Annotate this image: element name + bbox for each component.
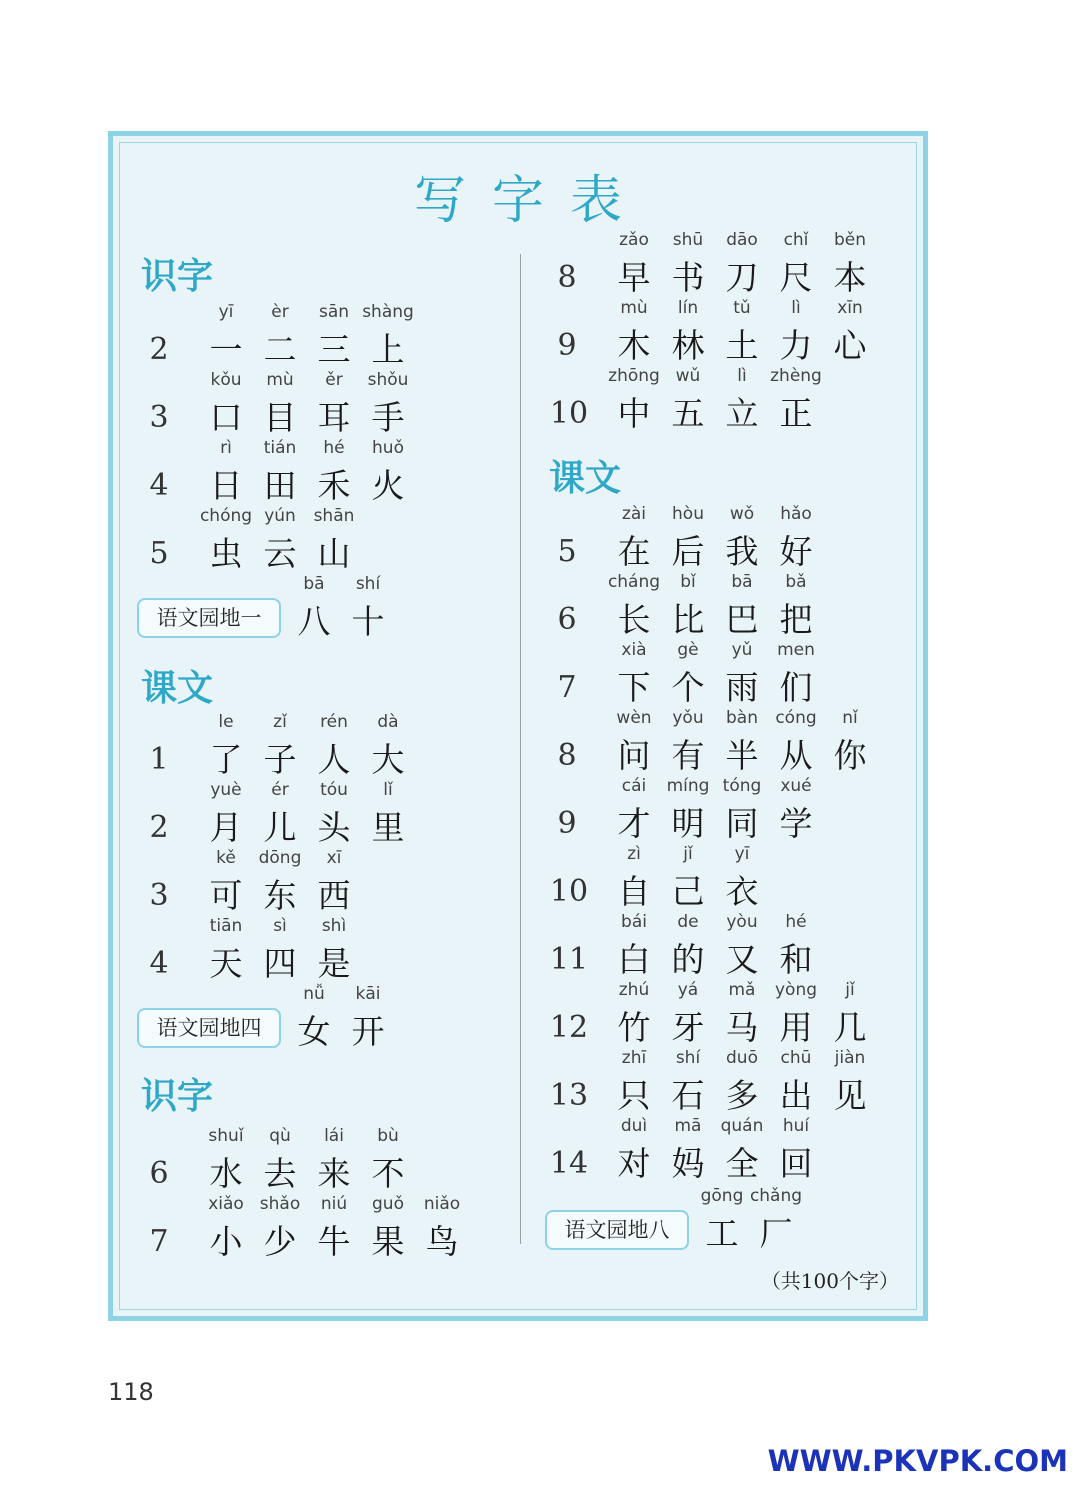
hanzi: 比 — [671, 600, 705, 639]
hanzi: 力 — [779, 326, 813, 365]
hanzi: 们 — [779, 668, 813, 707]
pinyin: shuǐ — [208, 1126, 244, 1146]
pinyin: wǔ — [675, 366, 701, 386]
lesson-row — [137, 370, 517, 438]
pinyin: xué — [780, 776, 812, 796]
hanzi: 自 — [617, 872, 651, 911]
hanzi: 又 — [725, 940, 759, 979]
pinyin: chǐ — [783, 230, 809, 250]
hanzi: 多 — [725, 1076, 759, 1115]
pinyin: tiān — [209, 916, 243, 936]
pinyin: shí — [675, 1048, 701, 1068]
pinyin: yòu — [726, 912, 758, 932]
hanzi: 厂 — [759, 1214, 793, 1253]
pinyin: cóng — [775, 708, 817, 728]
garden-row — [137, 574, 517, 642]
hanzi: 里 — [371, 808, 405, 847]
lesson-row — [137, 1194, 517, 1262]
character-cell — [769, 640, 823, 708]
character-cell — [361, 780, 415, 848]
character-cell — [341, 574, 395, 642]
hanzi: 雨 — [725, 668, 759, 707]
hanzi: 才 — [617, 804, 651, 843]
hanzi: 下 — [617, 668, 651, 707]
lesson-row — [545, 640, 925, 708]
hanzi: 后 — [671, 532, 705, 571]
lesson-row — [545, 708, 925, 776]
hanzi: 林 — [671, 326, 705, 365]
lesson-number: 7 — [149, 1224, 169, 1259]
hanzi: 白 — [617, 940, 651, 979]
pinyin: lín — [677, 298, 699, 318]
pinyin: dà — [377, 712, 399, 732]
hanzi: 牙 — [671, 1008, 705, 1047]
character-cell — [361, 438, 415, 506]
lesson-row — [137, 916, 517, 984]
pinyin: bā — [303, 574, 325, 594]
pinyin: chóng — [199, 506, 253, 526]
pinyin: zhī — [621, 1048, 647, 1068]
pinyin: xià — [621, 640, 647, 660]
garden-label: 语文园地四 — [137, 1008, 281, 1048]
hanzi: 天 — [209, 944, 243, 983]
hanzi: 儿 — [263, 808, 297, 847]
pinyin: jiàn — [834, 1048, 866, 1068]
pinyin: shān — [313, 506, 355, 526]
hanzi: 了 — [209, 740, 243, 779]
pinyin: hòu — [672, 504, 704, 524]
hanzi: 西 — [317, 876, 351, 915]
page-number: 118 — [108, 1378, 154, 1406]
hanzi: 巴 — [725, 600, 759, 639]
character-cell — [341, 984, 395, 1052]
lesson-row — [545, 230, 925, 298]
hanzi: 禾 — [317, 466, 351, 505]
lesson-row — [545, 298, 925, 366]
hanzi: 好 — [779, 532, 813, 571]
pinyin: niú — [320, 1194, 348, 1214]
section-heading: 识字 — [141, 256, 214, 297]
section-heading: 课文 — [549, 458, 622, 499]
pinyin: zhú — [618, 980, 650, 1000]
pinyin: yī — [218, 302, 234, 322]
hanzi: 的 — [671, 940, 705, 979]
character-cell — [769, 366, 823, 434]
section-heading: 课文 — [141, 668, 214, 709]
lesson-number: 14 — [549, 1146, 589, 1181]
hanzi: 是 — [317, 944, 351, 983]
pinyin: rì — [220, 438, 232, 458]
character-cell — [823, 298, 877, 366]
character-cell — [769, 504, 823, 572]
hanzi: 工 — [705, 1214, 739, 1253]
hanzi: 几 — [833, 1008, 867, 1047]
hanzi: 三 — [317, 330, 351, 369]
hanzi: 和 — [779, 940, 813, 979]
pinyin: chǎng — [749, 1186, 803, 1206]
character-cell — [307, 848, 361, 916]
hanzi: 人 — [317, 740, 351, 779]
character-cell — [769, 1116, 823, 1184]
pinyin: nǐ — [842, 708, 858, 728]
pinyin: tǔ — [733, 298, 751, 318]
pinyin: mù — [266, 370, 294, 390]
hanzi: 五 — [671, 394, 705, 433]
character-cell — [749, 1186, 803, 1254]
hanzi: 去 — [263, 1154, 297, 1193]
pinyin: bā — [731, 572, 753, 592]
hanzi: 对 — [617, 1144, 651, 1183]
pinyin: míng — [666, 776, 710, 796]
pinyin: hǎo — [780, 504, 812, 524]
hanzi: 月 — [209, 808, 243, 847]
lesson-number: 4 — [149, 468, 169, 503]
hanzi: 田 — [263, 466, 297, 505]
pinyin: yǔ — [731, 640, 753, 660]
lesson-number: 10 — [549, 874, 589, 909]
pinyin: shí — [355, 574, 381, 594]
hanzi: 把 — [779, 600, 813, 639]
hanzi: 从 — [779, 736, 813, 775]
pinyin: de — [677, 912, 699, 932]
pinyin: lǐ — [383, 780, 393, 800]
hanzi: 目 — [263, 398, 297, 437]
hanzi: 东 — [263, 876, 297, 915]
pinyin: huǒ — [372, 438, 404, 458]
hanzi: 马 — [725, 1008, 759, 1047]
hanzi: 一 — [209, 330, 243, 369]
pinyin: bàn — [726, 708, 758, 728]
lesson-row — [545, 776, 925, 844]
lesson-row — [137, 848, 517, 916]
lesson-row — [545, 1048, 925, 1116]
hanzi: 刀 — [725, 258, 759, 297]
lesson-number: 2 — [149, 810, 169, 845]
hanzi: 女 — [297, 1012, 331, 1051]
hanzi: 正 — [779, 394, 813, 433]
hanzi: 土 — [725, 326, 759, 365]
pinyin: yá — [677, 980, 699, 1000]
pinyin: dāo — [726, 230, 758, 250]
garden-label: 语文园地一 — [137, 598, 281, 638]
hanzi: 虫 — [209, 534, 243, 573]
lesson-number: 12 — [549, 1010, 589, 1045]
lesson-number: 6 — [149, 1156, 169, 1191]
pinyin: bǎ — [785, 572, 807, 592]
lesson-number: 5 — [557, 534, 577, 569]
hanzi: 回 — [779, 1144, 813, 1183]
pinyin: xī — [326, 848, 342, 868]
lesson-number: 11 — [549, 942, 589, 977]
lesson-row — [545, 572, 925, 640]
garden-label: 语文园地八 — [545, 1210, 689, 1250]
hanzi: 在 — [617, 532, 651, 571]
pinyin: mā — [674, 1116, 702, 1136]
garden-row — [545, 1186, 925, 1254]
hanzi: 妈 — [671, 1144, 705, 1183]
watermark: WWW.PKVPK.COM — [767, 1444, 1068, 1478]
hanzi: 木 — [617, 326, 651, 365]
lesson-number: 8 — [557, 260, 577, 295]
pinyin: yòng — [774, 980, 818, 1000]
lesson-row — [545, 980, 925, 1048]
pinyin: zì — [627, 844, 641, 864]
hanzi: 耳 — [317, 398, 351, 437]
pinyin: sān — [318, 302, 350, 322]
pinyin: wǒ — [729, 504, 755, 524]
hanzi: 手 — [371, 398, 405, 437]
pinyin: wèn — [616, 708, 652, 728]
hanzi: 立 — [725, 394, 759, 433]
hanzi: 同 — [725, 804, 759, 843]
pinyin: běn — [833, 230, 867, 250]
section-heading: 识字 — [141, 1076, 214, 1117]
character-cell — [307, 506, 361, 574]
hanzi: 半 — [725, 736, 759, 775]
pinyin: nǚ — [303, 984, 325, 1004]
pinyin: bái — [621, 912, 647, 932]
hanzi: 竹 — [617, 1008, 651, 1047]
pinyin: guǒ — [372, 1194, 404, 1214]
pinyin: niǎo — [423, 1194, 461, 1214]
pinyin: hé — [323, 438, 345, 458]
pinyin: zǐ — [273, 712, 287, 732]
hanzi: 日 — [209, 466, 243, 505]
pinyin: mù — [620, 298, 648, 318]
pinyin: bǐ — [680, 572, 696, 592]
hanzi: 大 — [371, 740, 405, 779]
hanzi: 水 — [209, 1154, 243, 1193]
hanzi: 见 — [833, 1076, 867, 1115]
hanzi: 八 — [297, 602, 331, 641]
character-cell — [769, 572, 823, 640]
pinyin: duì — [620, 1116, 648, 1136]
pinyin: yǒu — [672, 708, 704, 728]
hanzi: 可 — [209, 876, 243, 915]
hanzi: 不 — [371, 1154, 405, 1193]
character-cell — [823, 230, 877, 298]
hanzi: 心 — [833, 326, 867, 365]
hanzi: 出 — [779, 1076, 813, 1115]
hanzi: 云 — [263, 534, 297, 573]
hanzi: 书 — [671, 258, 705, 297]
pinyin: rén — [320, 712, 348, 732]
pinyin: sì — [273, 916, 287, 936]
character-cell — [823, 1048, 877, 1116]
hanzi: 开 — [351, 1012, 385, 1051]
pinyin: shǒu — [367, 370, 409, 390]
character-total: （共100个字） — [760, 1269, 899, 1293]
hanzi: 本 — [833, 258, 867, 297]
hanzi: 长 — [617, 600, 651, 639]
lesson-number: 3 — [149, 878, 169, 913]
character-cell — [361, 712, 415, 780]
hanzi: 你 — [833, 736, 867, 775]
character-cell — [415, 1194, 469, 1262]
pinyin: chū — [780, 1048, 812, 1068]
character-cell — [823, 980, 877, 1048]
lesson-number: 3 — [149, 400, 169, 435]
hanzi: 鸟 — [425, 1222, 459, 1261]
pinyin: le — [218, 712, 234, 732]
hanzi: 个 — [671, 668, 705, 707]
lesson-row — [137, 506, 517, 574]
lesson-row — [137, 438, 517, 506]
lesson-number: 5 — [149, 536, 169, 571]
lesson-row — [137, 712, 517, 780]
lesson-number: 2 — [149, 332, 169, 367]
pinyin: dōng — [258, 848, 302, 868]
pinyin: lì — [791, 298, 801, 318]
hanzi: 问 — [617, 736, 651, 775]
hanzi: 早 — [617, 258, 651, 297]
lesson-row — [545, 844, 925, 912]
pinyin: men — [777, 640, 815, 660]
pinyin: jǐ — [683, 844, 693, 864]
pinyin: lái — [324, 1126, 344, 1146]
character-cell — [715, 844, 769, 912]
hanzi: 用 — [779, 1008, 813, 1047]
pinyin: yún — [264, 506, 296, 526]
garden-row — [137, 984, 517, 1052]
character-cell — [823, 708, 877, 776]
lesson-number: 4 — [149, 946, 169, 981]
character-cell — [361, 1126, 415, 1194]
hanzi: 十 — [351, 602, 385, 641]
pinyin: cháng — [607, 572, 661, 592]
pinyin: jǐ — [845, 980, 855, 1000]
pinyin: huí — [782, 1116, 810, 1136]
pinyin: quán — [720, 1116, 764, 1136]
pinyin: shì — [321, 916, 347, 936]
hanzi: 己 — [671, 872, 705, 911]
hanzi: 子 — [263, 740, 297, 779]
character-cell — [769, 912, 823, 980]
hanzi: 有 — [671, 736, 705, 775]
pinyin: gōng — [700, 1186, 744, 1206]
lesson-number: 10 — [549, 396, 589, 431]
hanzi: 少 — [263, 1222, 297, 1261]
hanzi: 学 — [779, 804, 813, 843]
hanzi: 口 — [209, 398, 243, 437]
pinyin: zài — [621, 504, 647, 524]
word-table-frame — [108, 131, 928, 1321]
pinyin: bù — [377, 1126, 399, 1146]
pinyin: èr — [271, 302, 289, 322]
hanzi: 来 — [317, 1154, 351, 1193]
lesson-row — [137, 302, 517, 370]
pinyin: cái — [621, 776, 647, 796]
pinyin: shū — [672, 230, 704, 250]
hanzi: 果 — [371, 1222, 405, 1261]
lesson-number: 8 — [557, 738, 577, 773]
hanzi: 山 — [317, 534, 351, 573]
pinyin: shǎo — [259, 1194, 301, 1214]
pinyin: ěr — [325, 370, 343, 390]
pinyin: ér — [271, 780, 289, 800]
pinyin: lì — [737, 366, 747, 386]
page-title: 写字表 — [413, 171, 648, 231]
hanzi: 二 — [263, 330, 297, 369]
pinyin: tián — [263, 438, 297, 458]
hanzi: 上 — [371, 330, 405, 369]
pinyin: xīn — [837, 298, 863, 318]
lesson-number: 1 — [149, 742, 169, 777]
pinyin: zǎo — [619, 230, 649, 250]
lesson-number: 13 — [549, 1078, 589, 1113]
hanzi: 四 — [263, 944, 297, 983]
hanzi: 小 — [209, 1222, 243, 1261]
hanzi: 中 — [617, 394, 651, 433]
pinyin: zhōng — [608, 366, 660, 386]
pinyin: yuè — [210, 780, 242, 800]
character-cell — [769, 776, 823, 844]
pinyin: duō — [726, 1048, 758, 1068]
lesson-number: 6 — [557, 602, 577, 637]
pinyin: kǒu — [210, 370, 242, 390]
pinyin: hé — [785, 912, 807, 932]
lesson-row — [137, 780, 517, 848]
pinyin: tóu — [320, 780, 348, 800]
pinyin: kāi — [355, 984, 381, 1004]
pinyin: yī — [734, 844, 750, 864]
hanzi: 石 — [671, 1076, 705, 1115]
character-cell — [361, 370, 415, 438]
lesson-row — [545, 504, 925, 572]
hanzi: 我 — [725, 532, 759, 571]
lesson-number: 9 — [557, 806, 577, 841]
pinyin: qù — [269, 1126, 291, 1146]
lesson-number: 7 — [557, 670, 577, 705]
lesson-row — [137, 1126, 517, 1194]
hanzi: 牛 — [317, 1222, 351, 1261]
hanzi: 尺 — [779, 258, 813, 297]
hanzi: 衣 — [725, 872, 759, 911]
hanzi: 火 — [371, 466, 405, 505]
lesson-row — [545, 366, 925, 434]
pinyin: tóng — [722, 776, 762, 796]
lesson-number: 9 — [557, 328, 577, 363]
character-cell — [361, 302, 415, 370]
character-cell — [307, 916, 361, 984]
pinyin: xiǎo — [208, 1194, 244, 1214]
pinyin: zhèng — [770, 366, 822, 386]
lesson-row — [545, 1116, 925, 1184]
hanzi: 只 — [617, 1076, 651, 1115]
hanzi: 全 — [725, 1144, 759, 1183]
pinyin: gè — [677, 640, 699, 660]
hanzi: 明 — [671, 804, 705, 843]
column-divider — [520, 254, 521, 1244]
hanzi: 头 — [317, 808, 351, 847]
lesson-row — [545, 912, 925, 980]
pinyin: kě — [216, 848, 236, 868]
pinyin: shàng — [362, 302, 414, 322]
pinyin: mǎ — [728, 980, 756, 1000]
